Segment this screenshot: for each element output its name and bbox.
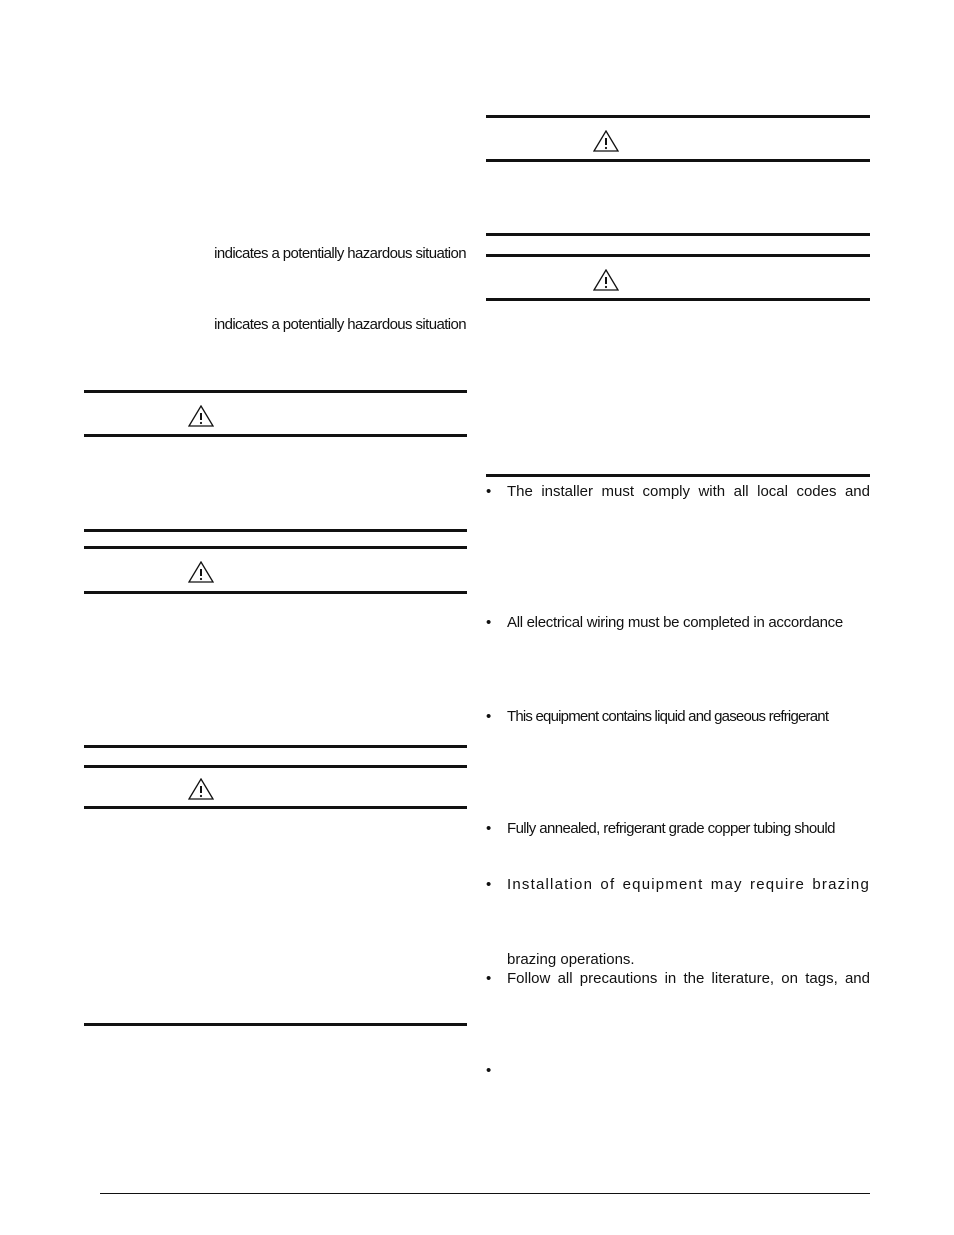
bullet-item-brazing: Installation of equipment may require brazing <box>507 876 870 893</box>
right-box2-top-rule <box>486 254 870 257</box>
bullet-glyph: • <box>486 1062 492 1079</box>
left-box1-end-rule <box>84 529 467 532</box>
left-box2-end-rule <box>84 745 467 748</box>
right-box1-end-rule <box>486 233 870 236</box>
brazing-continuation-text: brazing operations. <box>507 951 635 968</box>
left-box2-top-rule <box>84 546 467 549</box>
left-box2-bottom-rule <box>84 591 467 594</box>
warning-triangle-icon <box>188 778 214 800</box>
warning-triangle-icon <box>188 561 214 583</box>
left-box1-bottom-rule <box>84 434 467 437</box>
bullet-glyph: • <box>486 614 492 631</box>
bullet-glyph: • <box>486 820 492 837</box>
left-box1-top-rule <box>84 390 467 393</box>
warning-triangle-icon <box>188 405 214 427</box>
bullet-item-copper: Fully annealed, refrigerant grade copper tubing should <box>507 820 835 837</box>
left-box3-bottom-rule <box>84 806 467 809</box>
footer-rule <box>100 1193 870 1194</box>
right-box1-bottom-rule <box>486 159 870 162</box>
bullet-item-precautions: Follow all precautions in the literature, on tags, and <box>507 970 870 987</box>
warning-triangle-icon <box>593 269 619 291</box>
bullet-item-wiring: All electrical wiring must be completed in accordance <box>507 614 843 631</box>
left-box3-end-rule <box>84 1023 467 1026</box>
hazard-definition-2: indicates a potentially hazardous situation <box>214 316 466 333</box>
left-box3-top-rule <box>84 765 467 768</box>
right-box2-bottom-rule <box>486 298 870 301</box>
bullet-item-refrigerant: This equipment contains liquid and gaseous refrigerant <box>507 708 829 725</box>
bullet-item-codes: The installer must comply with all local codes and <box>507 483 870 500</box>
right-box2-end-rule <box>486 474 870 477</box>
hazard-definition-1: indicates a potentially hazardous situation <box>214 245 466 262</box>
bullet-glyph: • <box>486 708 492 725</box>
right-box1-top-rule <box>486 115 870 118</box>
warning-triangle-icon <box>593 130 619 152</box>
bullet-glyph: • <box>486 876 492 893</box>
bullet-glyph: • <box>486 483 492 500</box>
bullet-glyph: • <box>486 970 492 987</box>
